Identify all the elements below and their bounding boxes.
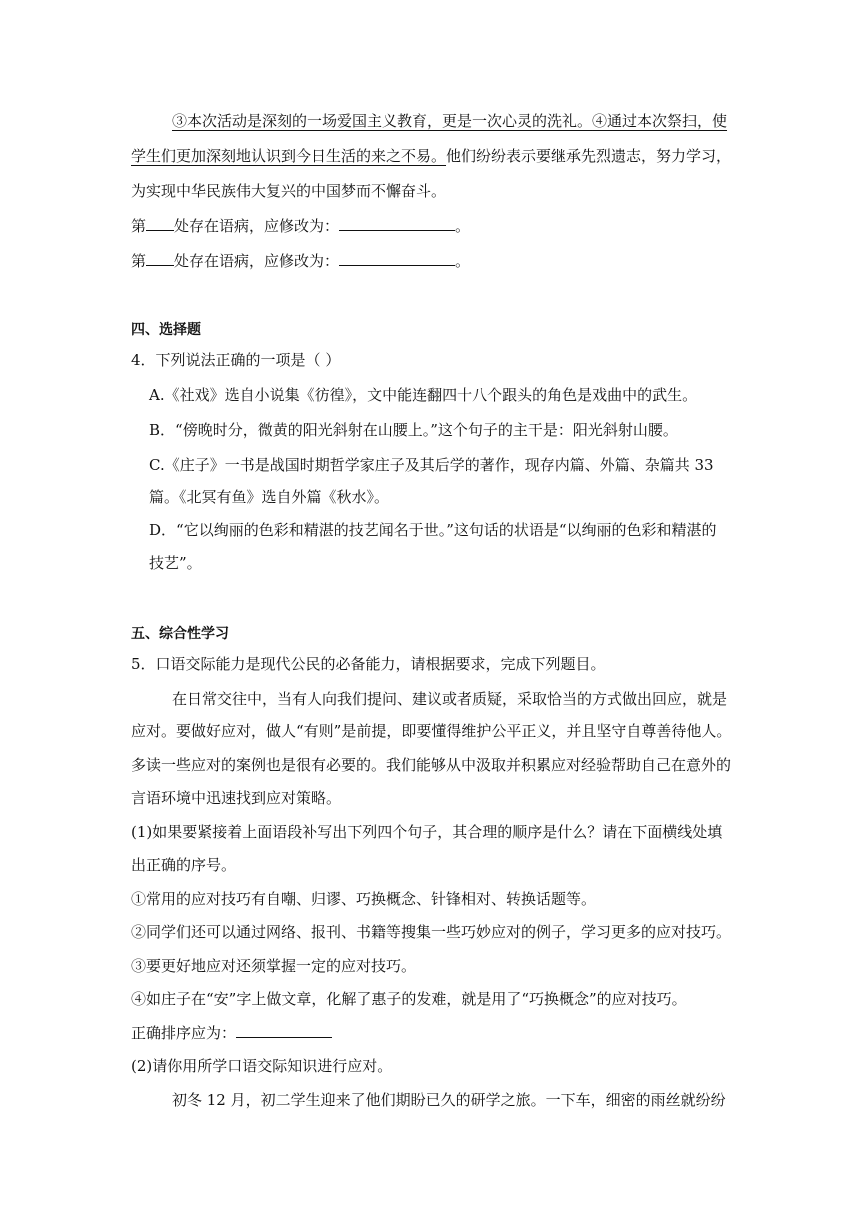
correction-line-2: 第 处存在语病，应修改为： 。 [131,252,471,270]
sentence-4: ④如庄子在“安”字上做文章，化解了惠子的发难，就是用了“巧换概念”的应对技巧。 [131,990,687,1008]
underlined-sentence-3: ③本次活动是深刻的一场爱国主义教育，更是一次心灵的洗礼。 [172,112,593,130]
section-heading-5: 五、综合性学习 [131,626,229,642]
passage-line: 多读一些应对的案例也是很有必要的。我们能够从中汲取并积累应对经验帮助自己在意外的 [131,756,732,774]
passage-line: 应对。要做好应对，做人“有则”是前提，即要懂得维护公平正义，并且坚守自尊善待他人。 [131,722,732,740]
option-d-cont: 技艺”。 [149,554,202,572]
subquestion-2: (2)请你用所学口语交际知识进行应对。 [131,1057,393,1075]
underlined-sentence-4-cont: 学生们更加深刻地认识到今日生活的来之不易。 [131,147,447,165]
sentence-1: ①常用的应对技巧有自嘲、归谬、巧换概念、针锋相对、转换话题等。 [131,890,597,908]
option-c: C.《庄子》一书是战国时期哲学家庄子及其后学的著作，现存内篇、外篇、杂篇共 33 [149,456,714,474]
passage-line: 为实现中华民族伟大复兴的中国梦而不懈奋斗。 [131,182,447,200]
correction-line-1: 第 处存在语病，应修改为： 。 [131,217,471,235]
subquestion-1: (1)如果要紧接着上面语段补写出下列四个句子，其合理的顺序是什么？请在下面横线处填 [131,823,723,841]
blank-sentence-number-1[interactable] [146,216,174,231]
question-4: 4．下列说法正确的一项是（ ） [131,351,341,369]
passage-line: 在日常交往中，当有人向我们提问、建议或者质疑，采取恰当的方式做出回应，就是 [172,690,728,708]
sentence-2: ②同学们还可以通过网络、报刊、书籍等搜集一些巧妙应对的例子，学习更多的应对技巧。 [131,923,732,941]
answer-line: 正确排序应为： [131,1023,731,1043]
sentence-3: ③要更好地应对还须掌握一定的应对技巧。 [131,957,417,975]
passage-line: 言语环境中迅速找到应对策略。 [131,789,342,807]
subquestion-1-cont: 出正确的序号。 [131,856,237,874]
passage-line [172,111,772,131]
option-c-cont: 篇。《北冥有鱼》选自外篇《秋水》。 [149,488,390,506]
underlined-sentence-4: ④通过本次祭扫，使 [592,112,728,130]
section-heading-4: 四、选择题 [131,322,201,338]
blank-answer-order[interactable] [236,1023,332,1038]
passage-line: 初冬 12 月，初二学生迎来了他们期盼已久的研学之旅。一下车，细密的雨丝就纷纷 [172,1091,726,1109]
blank-correction-2[interactable] [339,251,455,266]
option-d: D．“它以绚丽的色彩和精湛的技艺闻名于世。”这句话的状语是“以绚丽的色彩和精湛的 [149,521,717,539]
passage-line: 学生们更加深刻地认识到今日生活的来之不易。他们纷纷表示要继承先烈遗志，努力学习， [131,147,732,165]
blank-sentence-number-2[interactable] [146,251,174,266]
blank-correction-1[interactable] [339,216,455,231]
option-b: B．“傍晚时分，微黄的阳光斜射在山腰上。”这个句子的主干是：阳光斜射山腰。 [149,421,678,439]
question-5: 5．口语交际能力是现代公民的必备能力，请根据要求，完成下列题目。 [131,655,606,673]
option-a: A.《社戏》选自小说集《彷徨》，文中能连翻四十八个跟头的角色是戏曲中的武生。 [149,386,698,404]
